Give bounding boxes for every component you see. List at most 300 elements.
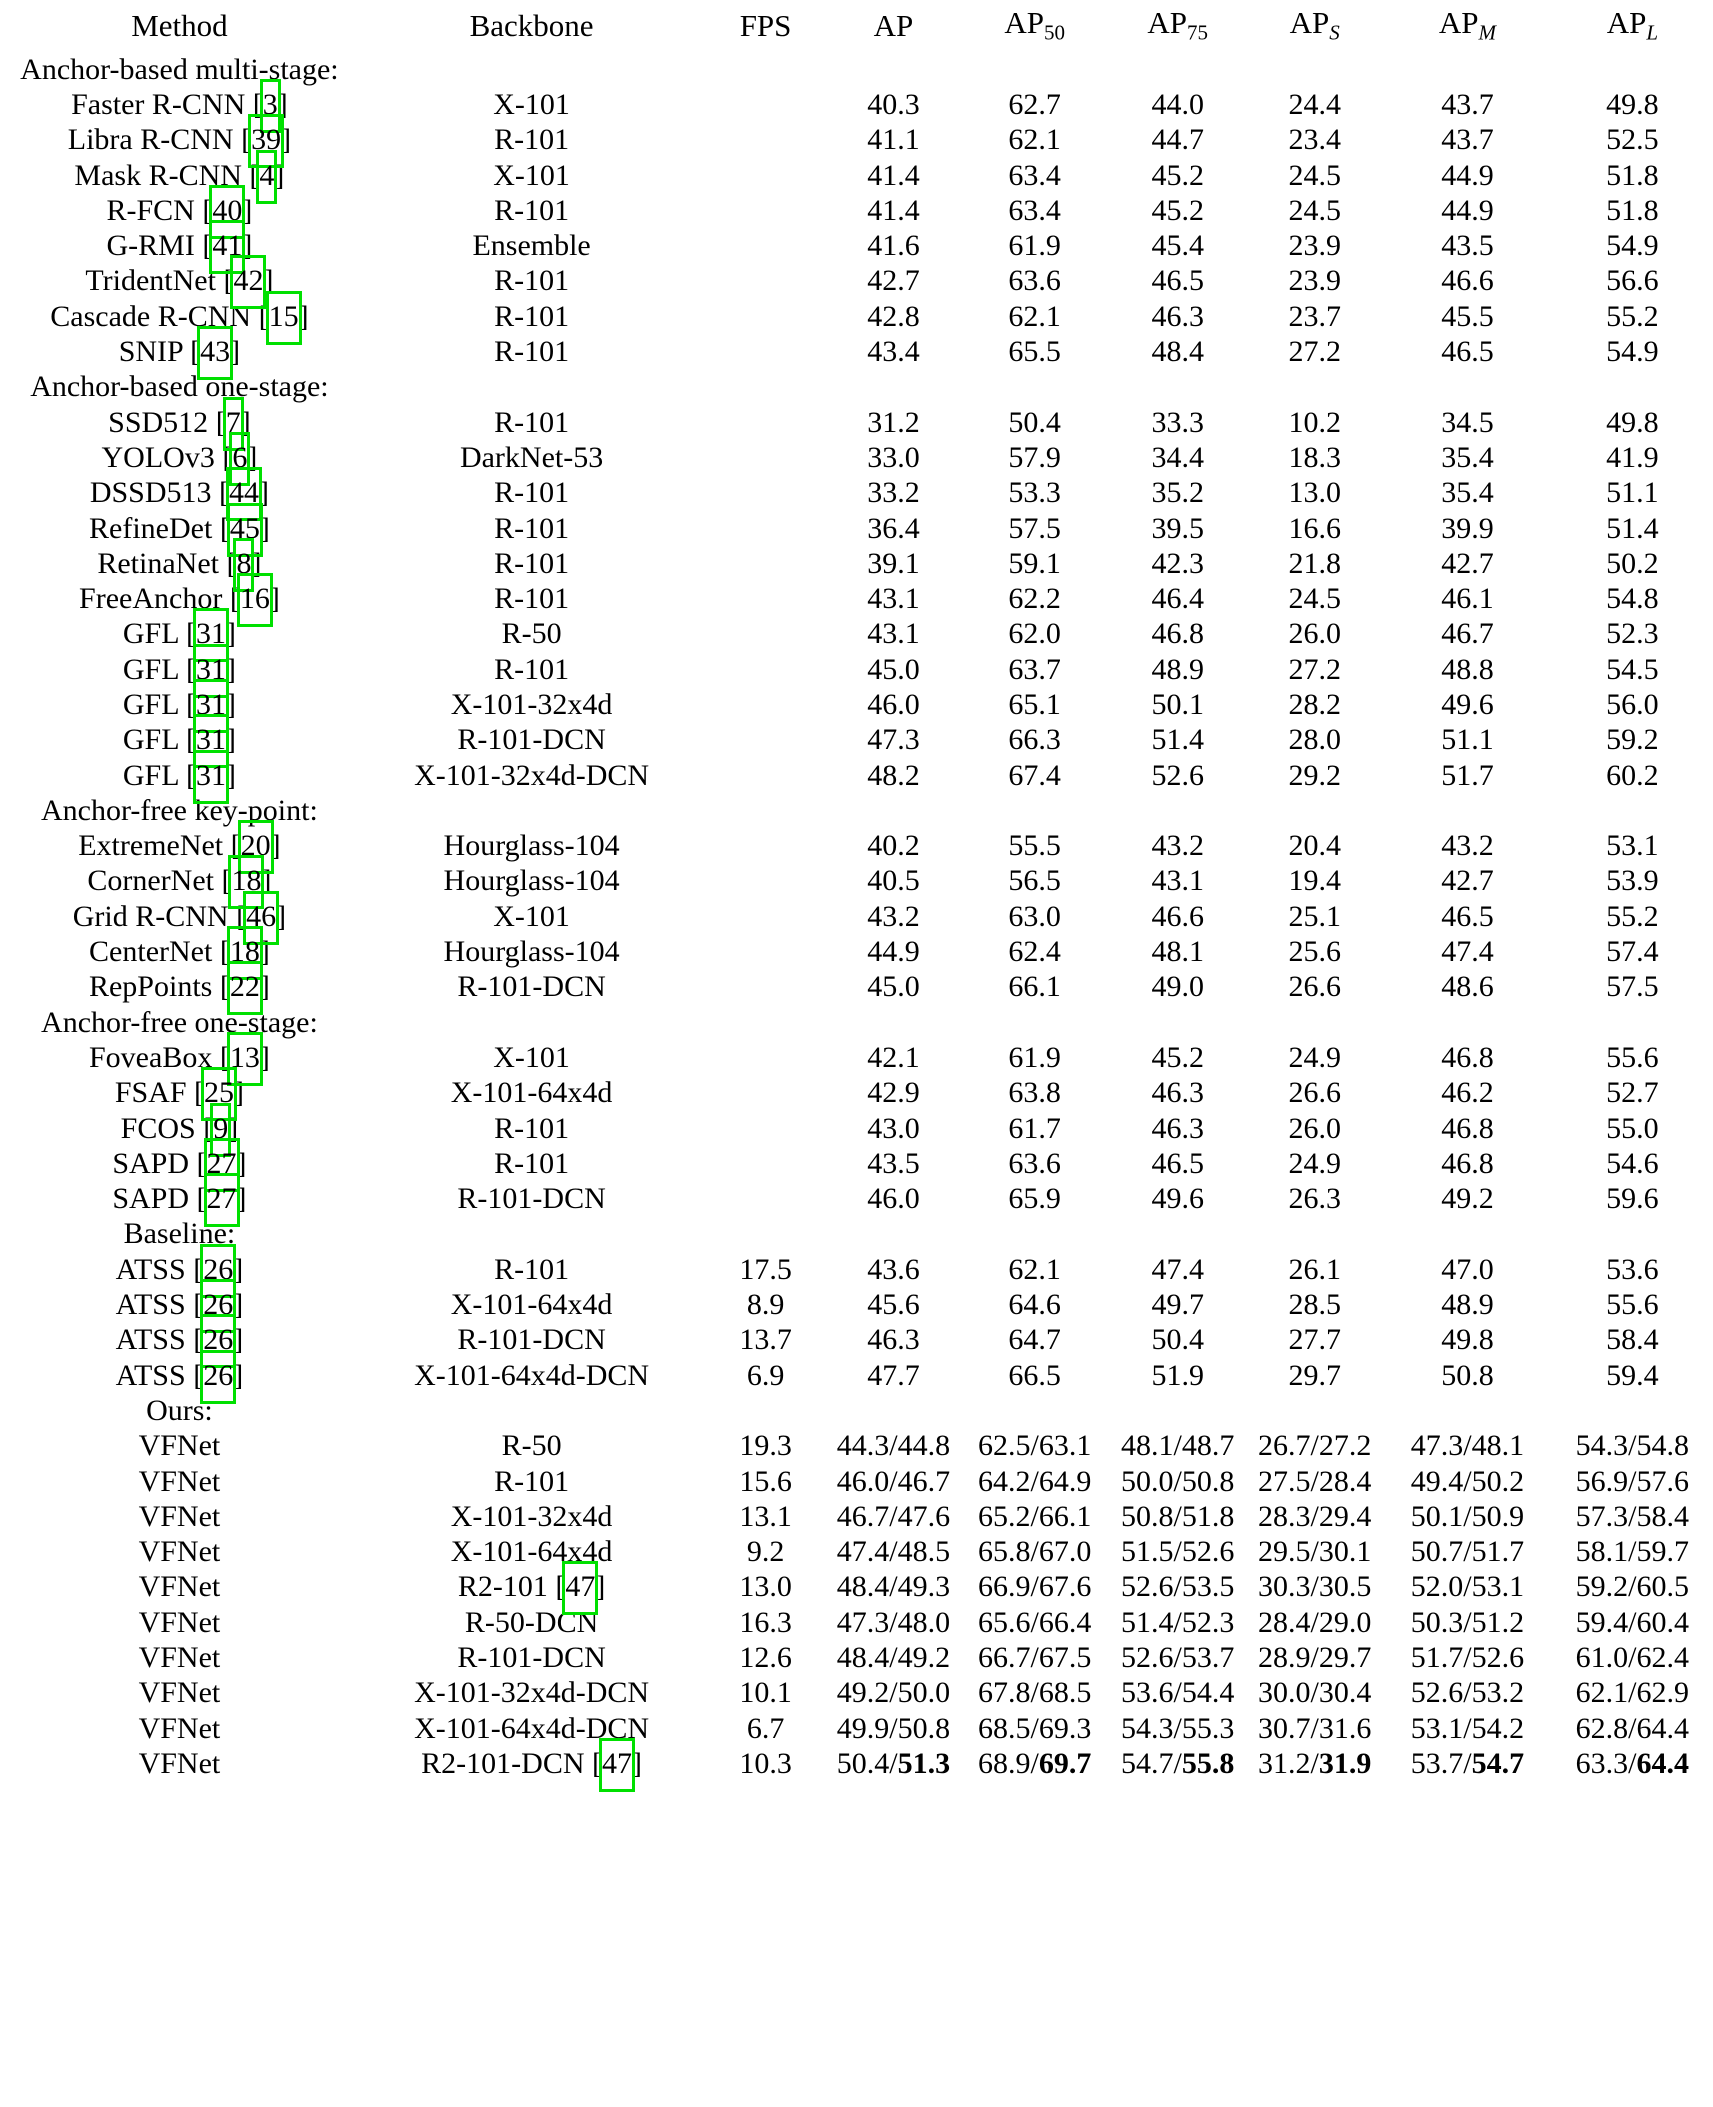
citation-bracket-open: [ [185, 617, 196, 651]
apl-value: 54.8 [1606, 582, 1659, 616]
ap75-value: 45.2 [1151, 1040, 1204, 1074]
section-header-row [0, 1393, 1713, 1428]
backbone-name: Ensemble [472, 229, 591, 263]
method-cell [0, 1076, 359, 1111]
fps-value [704, 1111, 826, 1146]
method-name: VFNet [138, 1605, 221, 1639]
apm-value: 49.4/50.2 [1410, 1464, 1525, 1498]
ap-value: 33.0 [867, 440, 920, 474]
citation-bracket-close: ] [225, 617, 236, 651]
method-cell [0, 511, 359, 546]
aps-value: 29.7 [1288, 1358, 1341, 1392]
ap75-value: 44.0 [1151, 87, 1204, 121]
apm-value: 42.7 [1441, 546, 1494, 580]
aps-value: 26.1 [1288, 1252, 1341, 1286]
empty-cell [704, 1005, 826, 1040]
apm-value: 50.7/51.7 [1410, 1535, 1525, 1569]
method-name: Cascade R-CNN [50, 299, 252, 333]
citation-number: 27 [206, 1146, 237, 1180]
ap50-value: 57.9 [1008, 440, 1061, 474]
ap50-value: 56.5 [1008, 864, 1061, 898]
empty-cell [1246, 52, 1383, 87]
method-name: G-RMI [106, 229, 195, 263]
ap50-value: 63.6 [1008, 264, 1061, 298]
table-row [0, 934, 1713, 969]
apm-value: 48.9 [1441, 1288, 1494, 1322]
column-header-label: AP [1147, 4, 1188, 40]
fps-value [704, 970, 826, 1005]
citation-bracket-open: [ [219, 511, 230, 545]
method-name: VFNet [138, 1676, 221, 1710]
citation-bracket-open: [ [203, 1111, 214, 1145]
ap50-value: 53.3 [1008, 476, 1061, 510]
ap-value: 44.3/44.8 [836, 1429, 951, 1463]
apl-value: 51.8 [1606, 158, 1659, 192]
method-cell [0, 758, 359, 793]
apm-value: 43.2 [1441, 829, 1494, 863]
citation-bracket-close: ] [225, 723, 236, 757]
citation-bracket-close: ] [233, 1288, 244, 1322]
apl-value: 57.5 [1606, 970, 1659, 1004]
citation-bracket-close: ] [281, 123, 292, 157]
citation-bracket-open: [ [193, 1323, 204, 1357]
aps-value: 28.9/29.7 [1258, 1641, 1372, 1674]
ap75-value: 54.3/55.3 [1121, 1711, 1235, 1745]
method-name: Grid R-CNN [72, 899, 229, 933]
backbone-name: X-101-64x4d-DCN [414, 1358, 650, 1392]
ap-value: 43.1 [867, 582, 920, 616]
citation-number: 45 [229, 511, 260, 545]
method-cell [0, 1570, 359, 1605]
method-cell [0, 864, 359, 899]
backbone-cell [359, 1605, 705, 1640]
aps-value: 24.4 [1288, 87, 1341, 121]
method-cell [0, 1464, 359, 1499]
ap50-value: 66.1 [1008, 970, 1061, 1004]
column-header-backbone [359, 0, 705, 52]
ap75-value: 46.5 [1151, 1146, 1204, 1180]
fps-value [704, 581, 826, 616]
apl-value: 41.9 [1606, 440, 1659, 474]
apm-value: 49.2 [1441, 1182, 1494, 1216]
column-header-subscript: 50 [1044, 20, 1065, 45]
backbone-name: Hourglass-104 [443, 864, 620, 898]
backbone-name: DarkNet-53 [459, 440, 604, 474]
backbone-name: X-101 [493, 1040, 570, 1074]
aps-value: 18.3 [1288, 440, 1341, 474]
ap-value: 45.0 [867, 970, 920, 1004]
citation-number: 47 [602, 1746, 633, 1780]
method-name: SSD512 [108, 405, 209, 439]
aps-value: 26.7/27.2 [1258, 1429, 1372, 1463]
column-header-label: AP [873, 7, 914, 43]
apl-value: 52.3 [1606, 617, 1659, 651]
ap-value: 31.2 [867, 405, 920, 439]
backbone-cell [359, 228, 705, 263]
fps-value [704, 723, 826, 758]
citation-number: 31 [195, 723, 226, 757]
ap-value: 41.6 [867, 229, 920, 263]
backbone-name: R-50 [501, 1429, 562, 1463]
backbone-cell [359, 899, 705, 934]
ap75-value: 46.3 [1151, 1111, 1204, 1145]
apl-value: 54.5 [1606, 652, 1659, 686]
backbone-cell [359, 1252, 705, 1287]
empty-cell [1246, 1217, 1383, 1252]
fps-value: 13.1 [739, 1499, 792, 1533]
table-row [0, 511, 1713, 546]
table-row [0, 123, 1713, 158]
metric-best: 55.8 [1181, 1746, 1235, 1780]
table-row [0, 440, 1713, 475]
column-header-subscript: L [1646, 20, 1659, 45]
citation-bracket-close: ] [236, 1146, 247, 1180]
citation-bracket-open: [ [249, 158, 260, 192]
ap50-value: 64.7 [1008, 1323, 1061, 1357]
fps-value [704, 193, 826, 228]
table-row [0, 87, 1713, 122]
citation-bracket-close: ] [269, 582, 280, 616]
ap-value: 45.6 [867, 1288, 920, 1322]
backbone-name: R-101 [494, 582, 570, 616]
fps-value: 13.0 [739, 1570, 792, 1604]
citation-bracket-open: [ [194, 1076, 205, 1110]
citation-number: 26 [203, 1323, 234, 1357]
fps-value [704, 899, 826, 934]
citation-highlight [193, 1252, 244, 1286]
backbone-name: X-101-32x4d-DCN [414, 758, 650, 792]
ap75-value: 51.9 [1151, 1358, 1204, 1392]
empty-cell [1552, 793, 1713, 828]
table-row [0, 1111, 1713, 1146]
citation-number: 43 [200, 335, 231, 369]
table-row [0, 1464, 1713, 1499]
fps-value [704, 158, 826, 193]
empty-cell [359, 370, 705, 405]
backbone-name: R-101 [494, 546, 570, 580]
method-name: DSSD513 [89, 476, 212, 510]
backbone-cell [359, 1534, 705, 1569]
citation-highlight [258, 299, 309, 333]
apm-value: 47.3/48.1 [1410, 1429, 1525, 1463]
citation-bracket-close: ] [234, 1076, 245, 1110]
column-header-label: AP [1606, 4, 1647, 40]
apl-value: 54.9 [1606, 229, 1659, 263]
aps-value: 20.4 [1288, 829, 1341, 863]
empty-cell [1246, 1393, 1383, 1428]
aps-value: 28.5 [1288, 1288, 1341, 1322]
ap-value: 40.3 [867, 87, 920, 121]
table-row [0, 158, 1713, 193]
backbone-cell [359, 123, 705, 158]
ap-value [827, 1746, 960, 1781]
backbone-name: R-101 [494, 1464, 570, 1498]
empty-cell [827, 52, 960, 87]
empty-cell [359, 1005, 705, 1040]
method-name: CenterNet [89, 935, 213, 969]
empty-cell [704, 1217, 826, 1252]
citation-highlight [241, 125, 291, 155]
apm-value: 51.7/52.6 [1410, 1641, 1525, 1674]
method-name: VFNet [138, 1570, 221, 1604]
ap75-value: 49.6 [1151, 1182, 1204, 1216]
table-row [0, 758, 1713, 793]
method-cell [0, 1534, 359, 1569]
citation-bracket-close: ] [263, 264, 274, 298]
citation-highlight [231, 831, 281, 861]
ap75-value: 50.4 [1151, 1323, 1204, 1357]
ap50-value: 68.5/69.3 [978, 1711, 1092, 1745]
ap50-value: 65.2/66.1 [978, 1499, 1092, 1533]
fps-value: 6.9 [746, 1358, 785, 1392]
section-header-row [0, 1005, 1713, 1040]
citation-bracket-open: [ [258, 299, 269, 333]
citation-highlight [226, 546, 262, 580]
apm-value: 46.8 [1441, 1040, 1494, 1074]
ap50-value: 63.6 [1008, 1146, 1061, 1180]
column-header-fps [704, 0, 826, 52]
apm-value: 51.7 [1441, 758, 1494, 792]
citation-bracket-open: [ [230, 829, 241, 863]
column-header-subscript: 75 [1187, 20, 1209, 45]
ap50-value: 55.5 [1008, 829, 1061, 863]
citation-bracket-close: ] [230, 335, 241, 369]
column-header-ap [827, 0, 960, 52]
aps-value: 27.2 [1288, 652, 1341, 686]
table-row [0, 405, 1713, 440]
fps-value [704, 687, 826, 722]
apl-value: 57.3/58.4 [1575, 1499, 1690, 1533]
backbone-name: R-101-DCN [457, 1182, 606, 1216]
method-cell [0, 476, 359, 511]
aps-value: 26.0 [1288, 617, 1341, 651]
backbone-name: X-101-32x4d [450, 687, 613, 721]
fps-value [704, 617, 826, 652]
citation-bracket-open: [ [185, 723, 196, 757]
column-header-subscript: M [1478, 20, 1497, 45]
fps-value [704, 511, 826, 546]
empty-cell [359, 1393, 705, 1428]
citation-bracket-open: [ [193, 1288, 204, 1322]
method-name: Libra R-CNN [67, 123, 234, 157]
citation-highlight [222, 440, 258, 474]
backbone-name: R-101-DCN [457, 723, 606, 757]
fps-value [704, 934, 826, 969]
method-cell [0, 1711, 359, 1746]
ap50-value [960, 1746, 1109, 1781]
apm-value: 46.8 [1441, 1146, 1494, 1180]
empty-cell [827, 793, 960, 828]
empty-cell [1109, 52, 1246, 87]
table-row [0, 687, 1713, 722]
table-row [0, 299, 1713, 334]
empty-cell [1246, 1005, 1383, 1040]
citation-bracket-close: ] [240, 405, 251, 439]
backbone-cell [359, 440, 705, 475]
backbone-cell [359, 1499, 705, 1534]
column-header-label: Backbone [469, 7, 594, 43]
ap50-value: 62.1 [1008, 123, 1061, 157]
backbone-cell [359, 299, 705, 334]
apl-value: 59.4 [1606, 1358, 1659, 1392]
method-cell [0, 1640, 359, 1675]
ap50-value: 50.4 [1008, 405, 1061, 439]
citation-highlight [194, 1078, 244, 1108]
backbone-cell [359, 334, 705, 369]
ap75-value: 52.6/53.5 [1121, 1570, 1235, 1604]
citation-highlight [219, 1040, 270, 1074]
citation-highlight [249, 158, 285, 192]
citation-highlight [220, 937, 270, 967]
apl-value: 58.1/59.7 [1575, 1535, 1690, 1569]
fps-value [704, 1146, 826, 1181]
citation-bracket-close: ] [233, 1323, 244, 1357]
backbone-cell [359, 1076, 705, 1111]
empty-cell [960, 370, 1109, 405]
backbone-name: R2-101-DCN [421, 1746, 585, 1780]
citation-number: 15 [268, 299, 299, 333]
section-header-row [0, 52, 1713, 87]
ap75-value: 45.2 [1151, 158, 1204, 192]
citation-bracket-close: ] [259, 970, 270, 1004]
aps-value: 27.2 [1288, 335, 1341, 369]
citation-number: 26 [203, 1288, 234, 1322]
fps-value: 10.1 [739, 1676, 792, 1710]
backbone-cell [359, 758, 705, 793]
method-name: GFL [122, 687, 179, 721]
ap50-value: 66.5 [1008, 1358, 1061, 1392]
aps-value: 24.5 [1288, 582, 1341, 616]
empty-cell [827, 1005, 960, 1040]
apm-value: 49.8 [1441, 1323, 1494, 1357]
empty-cell [1109, 793, 1246, 828]
apl-value: 59.2/60.5 [1575, 1570, 1690, 1604]
empty-cell [1552, 1005, 1713, 1040]
metric-plain: 63.3/ [1575, 1746, 1637, 1780]
method-cell [0, 264, 359, 299]
citation-highlight [219, 511, 270, 545]
empty-cell [1109, 1217, 1246, 1252]
method-name: VFNet [138, 1464, 221, 1498]
apl-value: 59.4/60.4 [1575, 1605, 1690, 1639]
citation-bracket-close: ] [233, 1252, 244, 1286]
ap-value: 48.4/49.3 [836, 1570, 951, 1604]
fps-value: 17.5 [739, 1252, 792, 1286]
citation-highlight [221, 866, 271, 896]
fps-value: 10.3 [739, 1746, 792, 1780]
citation-bracket-close: ] [595, 1570, 606, 1604]
method-cell [0, 1676, 359, 1711]
method-cell [0, 546, 359, 581]
backbone-name: R-50 [501, 617, 562, 651]
table-header [0, 0, 1713, 52]
apl-value: 53.6 [1606, 1252, 1659, 1286]
citation-bracket-close: ] [274, 158, 285, 192]
metric-best: 64.4 [1636, 1746, 1690, 1780]
citation-number: 44 [229, 476, 260, 510]
citation-bracket-open: [ [592, 1746, 603, 1780]
aps-value: 28.3/29.4 [1258, 1499, 1372, 1533]
citation-highlight [190, 337, 240, 367]
backbone-cell [359, 405, 705, 440]
backbone-cell [359, 1676, 705, 1711]
fps-value [704, 1076, 826, 1111]
method-cell [0, 228, 359, 263]
table-row [0, 1499, 1713, 1534]
citation-number: 16 [239, 582, 270, 616]
method-cell [0, 405, 359, 440]
method-name: FSAF [114, 1076, 187, 1110]
header-row [0, 0, 1713, 52]
backbone-cell [359, 1040, 705, 1075]
apm-value: 50.8 [1441, 1358, 1494, 1392]
ap-value: 47.4/48.5 [836, 1535, 951, 1569]
method-cell [0, 1358, 359, 1393]
backbone-cell [359, 264, 705, 299]
ap75-value: 47.4 [1151, 1252, 1204, 1286]
citation-bracket-open: [ [236, 899, 247, 933]
aps-value: 30.7/31.6 [1258, 1711, 1372, 1745]
apm-value: 46.7 [1441, 617, 1494, 651]
apm-value: 46.6 [1441, 264, 1494, 298]
method-name: FreeAnchor [79, 582, 223, 616]
empty-cell [960, 52, 1109, 87]
ap50-value: 62.7 [1008, 87, 1061, 121]
section-title: Anchor-free key-point: [41, 793, 318, 827]
backbone-cell [359, 1570, 705, 1605]
ap50-value: 63.0 [1008, 899, 1061, 933]
ap-value: 42.7 [867, 264, 920, 298]
fps-value [704, 476, 826, 511]
citation-number: 26 [203, 1252, 234, 1286]
method-cell [0, 617, 359, 652]
table-row [0, 652, 1713, 687]
citation-bracket-open: [ [222, 440, 233, 474]
citation-bracket-close: ] [225, 652, 236, 686]
ap-value: 47.3 [867, 723, 920, 757]
citation-highlight [202, 231, 252, 261]
metric-best: 31.9 [1318, 1746, 1372, 1780]
ap-value: 46.7/47.6 [836, 1499, 951, 1533]
citation-bracket-close: ] [225, 687, 236, 721]
apm-value: 46.5 [1441, 335, 1494, 369]
method-cell [0, 899, 359, 934]
ap-value: 40.5 [867, 864, 920, 898]
ap50-value: 66.3 [1008, 723, 1061, 757]
metric-best: 51.3 [897, 1746, 951, 1780]
apl-value: 57.4 [1606, 935, 1659, 969]
method-cell [0, 440, 359, 475]
citation-highlight [555, 1572, 605, 1602]
apm-value: 43.7 [1441, 123, 1494, 157]
backbone-cell [359, 1358, 705, 1393]
method-cell [0, 299, 359, 334]
apm-value: 48.8 [1441, 652, 1494, 686]
ap-value: 42.8 [867, 299, 920, 333]
backbone-cell [359, 1146, 705, 1181]
method-name: ATSS [115, 1288, 186, 1322]
citation-highlight [185, 758, 236, 792]
backbone-cell [359, 87, 705, 122]
ap50-value: 64.2/64.9 [978, 1464, 1092, 1498]
ap-value: 43.2 [867, 899, 920, 933]
citation-bracket-open: [ [193, 1358, 204, 1392]
citation-number: 18 [229, 935, 260, 969]
ap50-value: 57.5 [1008, 511, 1061, 545]
ap-value: 46.0/46.7 [836, 1464, 951, 1498]
ap75-value: 34.4 [1151, 440, 1204, 474]
ap75-value: 52.6 [1151, 758, 1204, 792]
